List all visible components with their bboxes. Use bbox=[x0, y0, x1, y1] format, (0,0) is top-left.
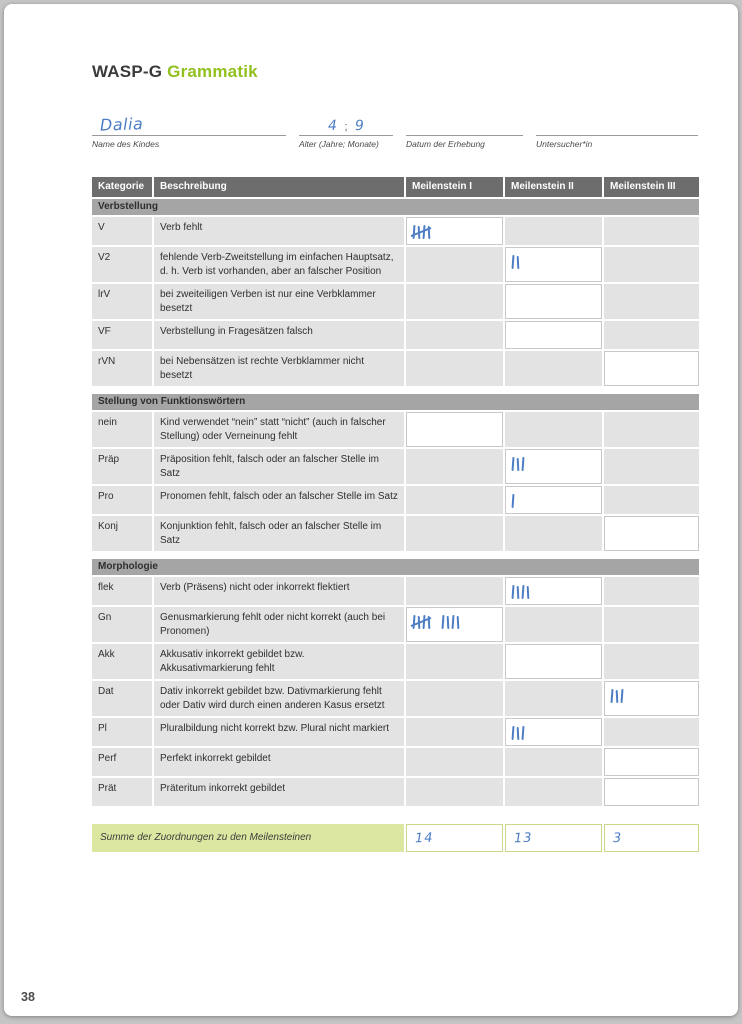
tally-stroke bbox=[512, 255, 515, 269]
category-description-cell: Präteritum inkorrekt gebildet bbox=[154, 778, 404, 806]
header-kategorie: Kategorie bbox=[92, 177, 152, 197]
tally-stroke bbox=[522, 726, 525, 740]
milestone-2-cell[interactable] bbox=[505, 321, 602, 349]
tally-stroke bbox=[522, 457, 525, 471]
summary-row bbox=[92, 824, 699, 852]
summary-label: Summe der Zuordnungen zu den Meilensteinen bbox=[92, 824, 404, 852]
milestone-3-cell[interactable] bbox=[604, 778, 699, 806]
milestone-2-cell[interactable] bbox=[505, 449, 602, 484]
table-row bbox=[92, 748, 699, 776]
tally-stroke bbox=[512, 585, 515, 599]
category-code-cell: VF bbox=[92, 321, 152, 349]
table-row bbox=[92, 321, 699, 349]
tally-marks bbox=[512, 583, 532, 604]
table-row bbox=[92, 516, 699, 551]
name-input[interactable] bbox=[92, 112, 286, 136]
table-row bbox=[92, 681, 699, 716]
field-datum bbox=[406, 112, 523, 149]
table-row bbox=[92, 577, 699, 605]
tally-marks bbox=[512, 724, 527, 745]
milestone-3-cell[interactable] bbox=[604, 351, 699, 386]
category-code-cell: Prät bbox=[92, 778, 152, 806]
tally-stroke bbox=[522, 585, 525, 599]
tally-stroke bbox=[442, 615, 445, 629]
title-accent: Grammatik bbox=[167, 62, 258, 81]
form-fields bbox=[92, 112, 699, 149]
tally-stroke bbox=[452, 615, 455, 629]
table-row bbox=[92, 778, 699, 806]
tally-stroke bbox=[621, 689, 624, 703]
table-header-row bbox=[92, 177, 699, 197]
table-row bbox=[92, 449, 699, 484]
field-untersucher bbox=[536, 112, 698, 149]
tally-stroke bbox=[512, 726, 515, 740]
tally-marks bbox=[611, 687, 626, 708]
category-description-cell: Präposition fehlt, falsch oder an falscher Stelle im Satz bbox=[154, 449, 404, 484]
category-description-cell: bei zweiteiligen Verben ist nur eine Verbklammer besetzt bbox=[154, 284, 404, 319]
page-content bbox=[4, 4, 699, 852]
milestone-3-cell bbox=[604, 412, 699, 447]
category-description-cell: Perfekt inkorrekt gebildet bbox=[154, 748, 404, 776]
category-description-cell: Verb fehlt bbox=[154, 217, 404, 245]
category-description-cell: Konjunktion fehlt, falsch oder an falscher Stelle im Satz bbox=[154, 516, 404, 551]
header-beschreibung: Beschreibung bbox=[154, 177, 404, 197]
milestone-3-cell[interactable] bbox=[604, 748, 699, 776]
milestone-2-cell[interactable] bbox=[505, 486, 602, 514]
handwritten-sum-1: 14 bbox=[414, 830, 434, 846]
milestone-3-cell bbox=[604, 284, 699, 319]
milestone-3-cell bbox=[604, 644, 699, 679]
tally-stroke bbox=[517, 586, 520, 599]
milestone-2-cell bbox=[505, 351, 602, 386]
table-row bbox=[92, 644, 699, 679]
milestone-3-cell bbox=[604, 449, 699, 484]
milestone-1-cell[interactable] bbox=[406, 412, 503, 447]
milestone-3-cell bbox=[604, 321, 699, 349]
milestone-2-cell[interactable] bbox=[505, 718, 602, 746]
tally-stroke bbox=[611, 689, 614, 703]
milestone-1-cell bbox=[406, 486, 503, 514]
milestone-3-cell bbox=[604, 577, 699, 605]
category-description-cell: Genusmarkierung fehlt oder nicht korrekt (auch bei Pronomen) bbox=[154, 607, 404, 642]
milestone-2-cell[interactable] bbox=[505, 247, 602, 282]
category-code-cell: lrV bbox=[92, 284, 152, 319]
tally-marks bbox=[413, 613, 462, 634]
category-code-cell: V2 bbox=[92, 247, 152, 282]
category-description-cell: bei Nebensätzen ist rechte Verbklammer nicht besetzt bbox=[154, 351, 404, 386]
milestone-1-cell bbox=[406, 351, 503, 386]
milestone-3-cell bbox=[604, 247, 699, 282]
milestone-2-cell bbox=[505, 681, 602, 716]
milestone-2-cell bbox=[505, 412, 602, 447]
milestone-2-cell bbox=[505, 516, 602, 551]
milestone-3-cell bbox=[604, 217, 699, 245]
category-code-cell: Akk bbox=[92, 644, 152, 679]
milestone-3-cell bbox=[604, 607, 699, 642]
category-code-cell: Gn bbox=[92, 607, 152, 642]
category-code-cell: rVN bbox=[92, 351, 152, 386]
tally-marks bbox=[512, 492, 517, 513]
table-row bbox=[92, 607, 699, 642]
page bbox=[4, 4, 738, 1016]
section-header: Morphologie bbox=[92, 559, 699, 575]
page-title bbox=[92, 62, 699, 82]
table-row bbox=[92, 351, 699, 386]
table-row bbox=[92, 412, 699, 447]
header-meilenstein-3: Meilenstein III bbox=[604, 177, 699, 197]
milestone-1-cell bbox=[406, 748, 503, 776]
handwritten-sum-3: 3 bbox=[612, 830, 623, 846]
date-input[interactable] bbox=[406, 112, 523, 136]
category-code-cell: V bbox=[92, 217, 152, 245]
table-row bbox=[92, 718, 699, 746]
milestone-1-cell bbox=[406, 681, 503, 716]
summary-milestone-1-cell[interactable] bbox=[406, 824, 503, 852]
milestone-1-cell bbox=[406, 247, 503, 282]
page-number: 38 bbox=[21, 990, 35, 1004]
handwritten-name: Dalia bbox=[99, 114, 144, 135]
tally-stroke bbox=[447, 616, 450, 629]
tally-marks bbox=[512, 455, 527, 476]
milestone-2-cell bbox=[505, 607, 602, 642]
category-code-cell: Pro bbox=[92, 486, 152, 514]
category-description-cell: Pronomen fehlt, falsch oder an falscher Stelle im Satz bbox=[154, 486, 404, 514]
section-header: Stellung von Funktionswörtern bbox=[92, 394, 699, 410]
handwritten-sum-2: 13 bbox=[513, 830, 533, 846]
category-description-cell: Akkusativ inkorrekt gebildet bzw. Akkusativmarkierung fehlt bbox=[154, 644, 404, 679]
title-main: WASP-G bbox=[92, 62, 163, 81]
tally-marks bbox=[512, 253, 522, 274]
field-label-untersucher: Untersucher*in bbox=[536, 139, 593, 149]
age-separator: ; bbox=[344, 121, 348, 133]
milestone-1-cell bbox=[406, 516, 503, 551]
category-description-cell: Kind verwendet “nein” statt “nicht” (auch in falscher Stellung) oder Verneinung fehlt bbox=[154, 412, 404, 447]
field-name-des-kindes bbox=[92, 112, 286, 149]
age-input[interactable] bbox=[299, 112, 393, 136]
category-code-cell: Präp bbox=[92, 449, 152, 484]
tally-marks bbox=[413, 223, 433, 244]
table-row bbox=[92, 486, 699, 514]
field-label-alter: Alter (Jahre; Monate) bbox=[299, 139, 379, 149]
tally-stroke bbox=[512, 457, 515, 471]
handwritten-age-years: 4 bbox=[327, 117, 338, 135]
field-label-datum: Datum der Erhebung bbox=[406, 139, 485, 149]
examiner-input[interactable] bbox=[536, 112, 698, 136]
category-code-cell: Konj bbox=[92, 516, 152, 551]
table-row bbox=[92, 217, 699, 245]
handwritten-age-months: 9 bbox=[354, 117, 365, 135]
milestone-1-cell[interactable] bbox=[406, 217, 503, 245]
milestone-3-cell[interactable] bbox=[604, 516, 699, 551]
category-description-cell: Verb (Präsens) nicht oder inkorrekt flektiert bbox=[154, 577, 404, 605]
milestone-3-cell bbox=[604, 718, 699, 746]
milestone-1-cell bbox=[406, 449, 503, 484]
field-alter bbox=[299, 112, 393, 149]
category-description-cell: fehlende Verb-Zweitstellung im einfachen Hauptsatz, d. h. Verb ist vorhanden, aber an falscher Position bbox=[154, 247, 404, 282]
tally-stroke bbox=[517, 256, 520, 269]
section-header: Verbstellung bbox=[92, 199, 699, 215]
tally-stroke bbox=[527, 586, 530, 599]
header-meilenstein-1: Meilenstein I bbox=[406, 177, 503, 197]
milestone-1-cell bbox=[406, 284, 503, 319]
milestone-2-cell bbox=[505, 748, 602, 776]
milestone-1-cell[interactable] bbox=[406, 607, 503, 642]
category-code-cell: flek bbox=[92, 577, 152, 605]
category-code-cell: Dat bbox=[92, 681, 152, 716]
category-code-cell: nein bbox=[92, 412, 152, 447]
assessment-table bbox=[92, 177, 699, 852]
milestone-2-cell[interactable] bbox=[505, 644, 602, 679]
category-code-cell: Perf bbox=[92, 748, 152, 776]
milestone-3-cell[interactable] bbox=[604, 681, 699, 716]
category-description-cell: Pluralbildung nicht korrekt bzw. Plural nicht markiert bbox=[154, 718, 404, 746]
field-label-name: Name des Kindes bbox=[92, 139, 160, 149]
tally-stroke bbox=[517, 727, 520, 740]
tally-stroke bbox=[616, 690, 619, 703]
milestone-1-cell bbox=[406, 778, 503, 806]
milestone-1-cell bbox=[406, 321, 503, 349]
milestone-2-cell[interactable] bbox=[505, 577, 602, 605]
table-row bbox=[92, 284, 699, 319]
milestone-1-cell bbox=[406, 577, 503, 605]
table-row bbox=[92, 247, 699, 282]
tally-stroke bbox=[512, 494, 515, 508]
header-meilenstein-2: Meilenstein II bbox=[505, 177, 602, 197]
summary-milestone-2-cell[interactable] bbox=[505, 824, 602, 852]
milestone-1-cell bbox=[406, 718, 503, 746]
milestone-1-cell bbox=[406, 644, 503, 679]
summary-milestone-3-cell[interactable] bbox=[604, 824, 699, 852]
milestone-2-cell[interactable] bbox=[505, 284, 602, 319]
tally-stroke bbox=[517, 458, 520, 471]
milestone-3-cell bbox=[604, 486, 699, 514]
milestone-2-cell bbox=[505, 778, 602, 806]
tally-stroke bbox=[457, 616, 460, 629]
category-code-cell: Pl bbox=[92, 718, 152, 746]
category-description-cell: Dativ inkorrekt gebildet bzw. Dativmarkierung fehlt oder Dativ wird durch einen anderen Kasus ersetzt bbox=[154, 681, 404, 716]
category-description-cell: Verbstellung in Fragesätzen falsch bbox=[154, 321, 404, 349]
table-body bbox=[92, 199, 699, 806]
milestone-2-cell bbox=[505, 217, 602, 245]
